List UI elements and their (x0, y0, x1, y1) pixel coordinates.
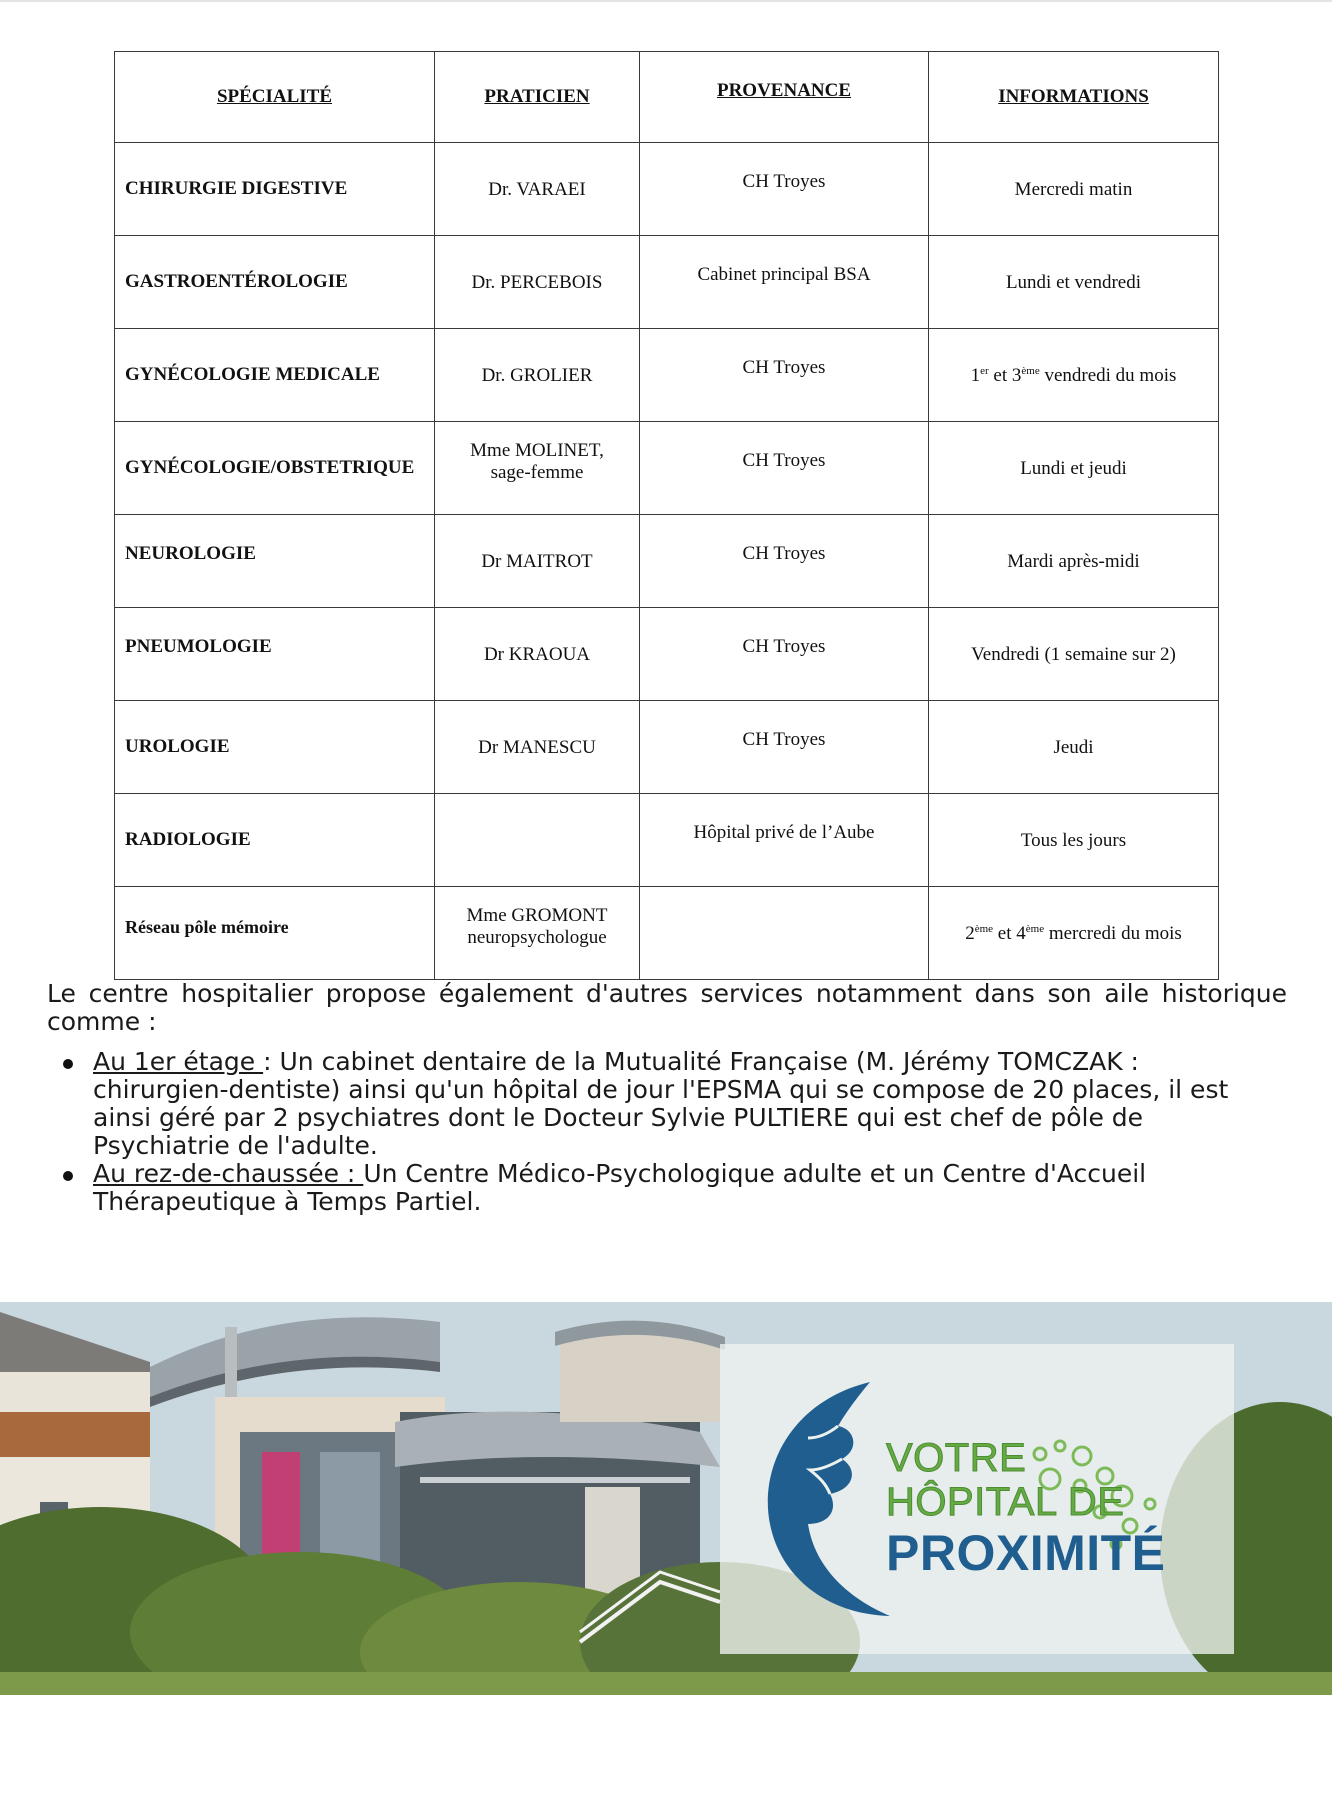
info-sup: ème (974, 923, 994, 935)
praticien-line: Mme MOLINET, (470, 440, 604, 461)
info-num: 1 (970, 365, 981, 386)
intro-paragraph: Le centre hospitalier propose également d'autres services notamment dans son aile historique comme : (47, 979, 1287, 1036)
cell-specialite: PNEUMOLOGIE (115, 608, 435, 701)
service-lead: Au 1er étage (93, 1047, 264, 1076)
header-provenance: PROVENANCE (640, 52, 929, 143)
info-sup: er (980, 365, 989, 377)
cell-specialite: CHIRURGIE DIGESTIVE (115, 143, 435, 236)
brand-line-votre: VOTRE (886, 1436, 1027, 1480)
table-row (115, 608, 1219, 701)
brand-panel (720, 1344, 1234, 1654)
info-tail: mercredi du mois (1044, 923, 1182, 944)
info-sup: ème (1025, 923, 1045, 935)
cell-provenance: CH Troyes (640, 329, 929, 422)
cell-praticien (435, 422, 640, 515)
header-praticien: PRATICIEN (435, 52, 640, 143)
cell-praticien: Dr. GROLIER (435, 329, 640, 422)
hospital-emblem-icon (760, 1374, 900, 1624)
info-mid: et 4 (993, 923, 1026, 944)
praticien-line: Mme GROMONT (466, 905, 608, 926)
cell-provenance: CH Troyes (640, 422, 929, 515)
brand-text (886, 1436, 1166, 1582)
cell-informations: Lundi et jeudi (929, 422, 1219, 515)
cell-provenance: CH Troyes (640, 143, 929, 236)
services-list (47, 1048, 1237, 1216)
table-row (115, 236, 1219, 329)
table-row (115, 329, 1219, 422)
cell-specialite: GYNÉCOLOGIE MEDICALE (115, 329, 435, 422)
praticien-line: sage-femme (490, 462, 584, 483)
info-sup: ème (1021, 365, 1040, 377)
cell-specialite: RADIOLOGIE (115, 794, 435, 887)
hospital-banner (0, 1302, 1332, 1695)
cell-provenance (640, 887, 929, 980)
info-mid: et 3 (988, 365, 1022, 386)
cell-praticien (435, 794, 640, 887)
bullet-icon (63, 1171, 73, 1181)
cell-provenance: CH Troyes (640, 515, 929, 608)
praticien-line: neuropsychologue (467, 927, 607, 948)
table-row (115, 887, 1219, 980)
cell-informations: Tous les jours (929, 794, 1219, 887)
table-row (115, 143, 1219, 236)
header-specialite: SPÉCIALITÉ (115, 52, 435, 143)
list-item (47, 1048, 1237, 1160)
cell-praticien: Dr. VARAEI (435, 143, 640, 236)
cell-informations: Lundi et vendredi (929, 236, 1219, 329)
cell-praticien: Dr MANESCU (435, 701, 640, 794)
brand-line-hopital: HÔPITAL DE (886, 1480, 1125, 1524)
cell-specialite: UROLOGIE (115, 701, 435, 794)
list-item (47, 1160, 1237, 1216)
cell-provenance: Cabinet principal BSA (640, 236, 929, 329)
cell-praticien: Dr MAITROT (435, 515, 640, 608)
brand-line-proximite: PROXIMITÉ (886, 1525, 1166, 1581)
service-text: : Un cabinet dentaire de la Mutualité Française (M. Jérémy TOMCZAK : chirurgien-dentiste) ainsi qu'un hôpital de jour l'EPSMA qui se compose de 20 places, il est ainsi géré par 2 psychiatres dont le Docteur Sylvie PULTIERE qui est chef de pôle de Psychiatrie de l'adulte. (93, 1047, 1229, 1160)
bullet-icon (63, 1059, 73, 1069)
top-rule (0, 0, 1332, 2)
table-row (115, 794, 1219, 887)
table-row (115, 701, 1219, 794)
cell-informations (929, 329, 1219, 422)
info-num: 2 (965, 923, 975, 944)
table-header-row (115, 52, 1219, 143)
cell-specialite: NEUROLOGIE (115, 515, 435, 608)
consultation-schedule-table (114, 51, 1219, 980)
cell-informations: Vendredi (1 semaine sur 2) (929, 608, 1219, 701)
cell-informations: Mercredi matin (929, 143, 1219, 236)
cell-praticien: Dr KRAOUA (435, 608, 640, 701)
cell-specialite: GYNÉCOLOGIE/OBSTETRIQUE (115, 422, 435, 515)
info-tail: vendredi du mois (1039, 365, 1177, 386)
cell-provenance: CH Troyes (640, 608, 929, 701)
table-row (115, 422, 1219, 515)
header-informations: INFORMATIONS (929, 52, 1219, 143)
cell-praticien: Dr. PERCEBOIS (435, 236, 640, 329)
service-text: Un Centre Médico-Psychologique adulte et un Centre d'Accueil Thérapeutique à Temps Partiel. (93, 1159, 1147, 1216)
cell-informations: Mardi après-midi (929, 515, 1219, 608)
cell-specialite: GASTROENTÉROLOGIE (115, 236, 435, 329)
service-lead: Au rez-de-chaussée : (93, 1159, 364, 1188)
cell-informations (929, 887, 1219, 980)
cell-provenance: CH Troyes (640, 701, 929, 794)
table-row (115, 515, 1219, 608)
cell-specialite: Réseau pôle mémoire (115, 887, 435, 980)
cell-provenance: Hôpital privé de l’Aube (640, 794, 929, 887)
cell-informations: Jeudi (929, 701, 1219, 794)
cell-praticien (435, 887, 640, 980)
